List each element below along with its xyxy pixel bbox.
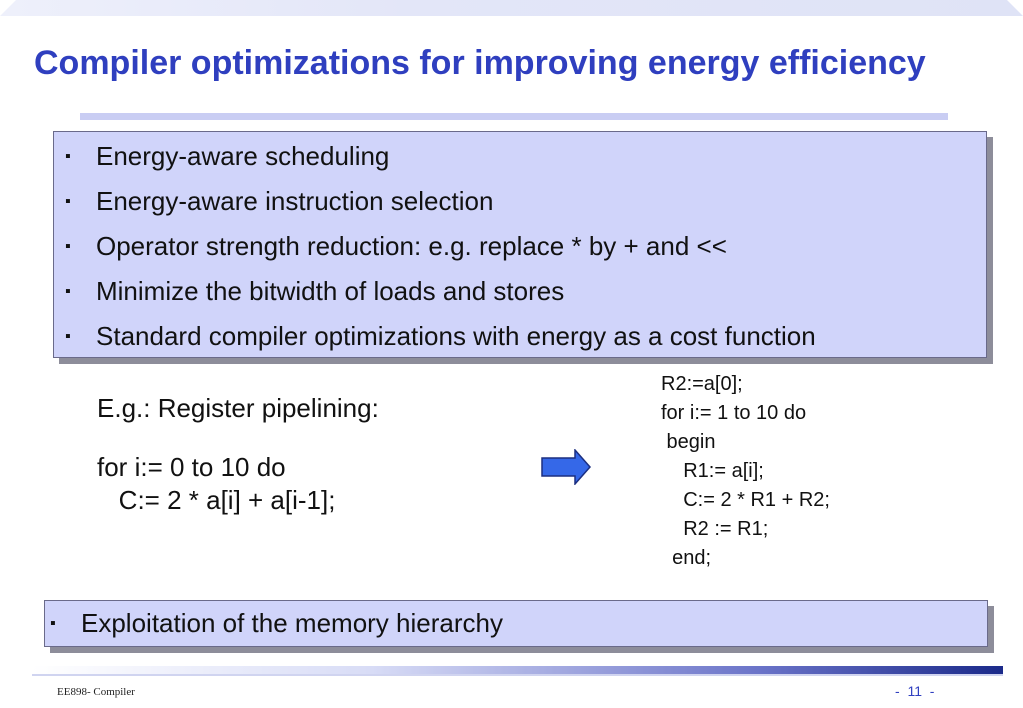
page-dash: - [929, 683, 935, 699]
slide-title: Compiler optimizations for improving energy efficiency [34, 44, 926, 82]
list-item-text: Operator strength reduction: e.g. replace * by + and << [96, 231, 727, 261]
bullet-icon: ▪ [65, 328, 71, 345]
list-item [39, 601, 503, 646]
list-item [54, 179, 816, 224]
pipelined-code [661, 370, 830, 573]
original-code [97, 451, 335, 517]
code-line: end; [661, 547, 712, 569]
right-arrow-icon [541, 449, 591, 485]
memory-list [39, 601, 503, 646]
list-item [54, 314, 816, 359]
bottom-decor-band [32, 666, 1003, 674]
page-dash: - [895, 683, 900, 699]
top-decor-band [0, 0, 1023, 16]
bullet-icon: ▪ [50, 615, 56, 632]
list-item-text: Minimize the bitwidth of loads and stores [96, 276, 565, 306]
page-number [895, 683, 934, 699]
bullet-icon: ▪ [65, 238, 71, 255]
list-item-text: Exploitation of the memory hierarchy [81, 608, 503, 638]
list-item [54, 269, 816, 314]
bullet-icon: ▪ [65, 148, 71, 165]
bullet-icon: ▪ [65, 193, 71, 210]
bullet-icon: ▪ [65, 283, 71, 300]
list-item-text: Energy-aware scheduling [96, 141, 390, 171]
code-line: R2:=a[0]; [661, 373, 743, 395]
footer-course-label: EE898- Compiler [57, 686, 135, 698]
list-item [54, 134, 816, 179]
list-item [54, 224, 816, 269]
optimization-list-box [53, 131, 987, 358]
code-line: C:= 2 * a[i] + a[i-1]; [97, 485, 336, 515]
page-number-value: 11 [907, 683, 922, 699]
code-line: for i:= 0 to 10 do [97, 452, 286, 482]
code-line: C:= 2 * R1 + R2; [661, 489, 830, 511]
code-line: R2 := R1; [661, 518, 769, 540]
title-underline [80, 113, 948, 120]
example-label: E.g.: Register pipelining: [97, 393, 379, 423]
code-line: for i:= 1 to 10 do [661, 402, 807, 424]
list-item-text: Standard compiler optimizations with energy as a cost function [96, 321, 816, 351]
code-line: begin [661, 431, 716, 453]
memory-hierarchy-box [44, 600, 988, 647]
code-line: R1:= a[i]; [661, 460, 764, 482]
list-item-text: Energy-aware instruction selection [96, 186, 494, 216]
optimization-list [54, 134, 816, 359]
